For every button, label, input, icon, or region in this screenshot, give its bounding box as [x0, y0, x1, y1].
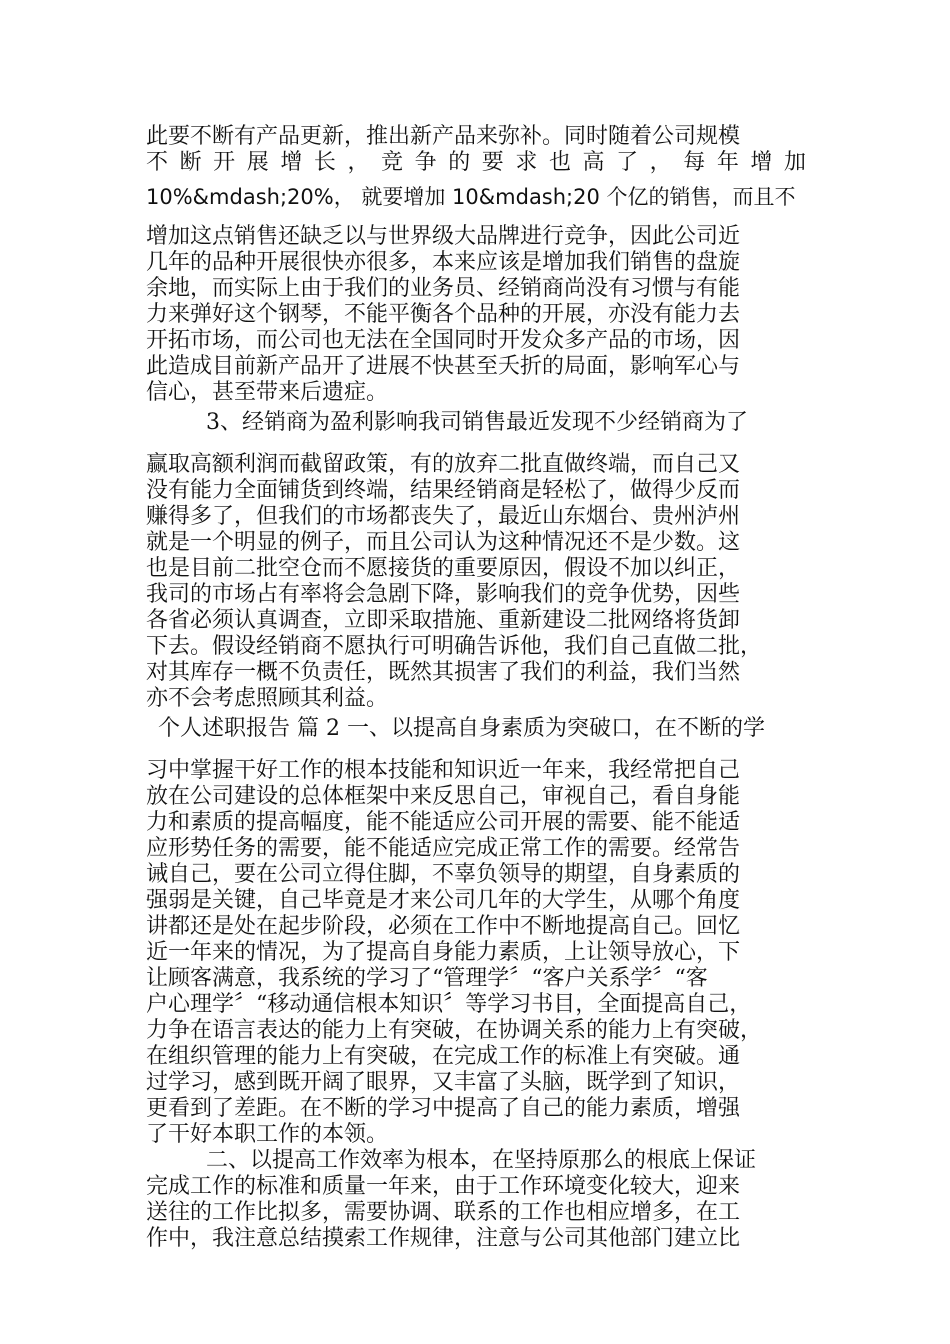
text-line: 力来弹好这个钢琴，不能平衡各个品种的开展，亦没有能力去 [146, 302, 741, 327]
text-line: 下去。假设经销商不愿执行可明确告诉他，我们自己直做二批， [146, 634, 763, 659]
text-line: 让顾客满意，我系统的学习了“管理学〞“客户关系学〞“客 [146, 966, 708, 991]
text-line: 赚得多了，但我们的市场都丧失了，最近山东烟台、贵州泸州 [146, 504, 741, 529]
text-line: 我司的市场占有率将会急剧下降，影响我们的竞争优势，因些 [146, 582, 741, 607]
text-line: 力和素质的提高幅度，能不能适应公司开展的需要、能不能适 [146, 810, 741, 835]
text-line: 在组织管理的能力上有突破，在完成工作的标准上有突破。通 [146, 1044, 741, 1069]
text-line: 力争在语言表达的能力上有突破，在协调关系的能力上有突破， [146, 1018, 763, 1043]
text-line: 各省必须认真调查，立即采取措施、重新建设二批网络将货卸 [146, 608, 741, 633]
text-line: 也是目前二批空仓而不愿接货的重要原因，假设不加以纠正， [146, 556, 741, 581]
text-line: 10%&mdash;20%， 就要增加 10&mdash;20 个亿的销售，而且不 [146, 185, 796, 209]
section-heading: 个人述职报告 篇 2 一、以提高自身素质为突破口，在不断的学 [158, 716, 765, 741]
text-line: 二、以提高工作效率为根本，在坚持原那么的根底上保证 [206, 1148, 757, 1173]
text-line: 完成工作的标准和质量一年来，由于工作环境变化较大，迎来 [146, 1174, 741, 1199]
text-line: 诫自己，要在公司立得住脚，不辜负领导的期望，自身素质的 [146, 862, 741, 887]
text-line: 对其库存一概不负责任，既然其损害了我们的利益，我们当然 [146, 660, 741, 685]
text-line: 应形势任务的需要，能不能适应完成正常工作的需要。经常告 [146, 836, 741, 861]
text-line: 增加这点销售还缺乏以与世界级大品牌进行竞争，因此公司近 [146, 224, 741, 249]
text-line: 此要不断有产品更新，推出新产品来弥补。同时随着公司规模 [146, 124, 741, 149]
text-line: 不 断 开 展 增 长 ， 竞 争 的 要 求 也 高 了 ， 每 年 增 加 [146, 150, 806, 175]
text-line: 就是一个明显的例子，而且公司认为这种情况还不是少数。这 [146, 530, 741, 555]
text-line: 作中，我注意总结摸索工作规律，注意与公司其他部门建立比 [146, 1226, 741, 1251]
text-line: 了干好本职工作的本领。 [146, 1122, 389, 1147]
text-line: 3、经销商为盈利影响我司销售最近发现不少经销商为了 [206, 410, 748, 435]
text-line: 开拓市场，而公司也无法在全国同时开发众多产品的市场，因 [146, 328, 741, 353]
text-line: 余地，而实际上由于我们的业务员、经销商尚没有习惯与有能 [146, 276, 741, 301]
text-line: 近一年来的情况，为了提高自身能力素质，上让领导放心，下 [146, 940, 741, 965]
text-line: 强弱是关键，自己毕竟是才来公司几年的大学生，从哪个角度 [146, 888, 741, 913]
text-line: 亦不会考虑照顾其利益。 [146, 686, 389, 711]
text-line: 送往的工作比拟多，需要协调、联系的工作也相应增多，在工 [146, 1200, 741, 1225]
text-line: 赢取高额利润而截留政策，有的放弃二批直做终端，而自己又 [146, 452, 741, 477]
text-line: 更看到了差距。在不断的学习中提高了自己的能力素质，增强 [146, 1096, 741, 1121]
text-line: 习中掌握干好工作的根本技能和知识近一年来，我经常把自己 [146, 758, 741, 783]
text-line: 此造成目前新产品开了进展不快甚至夭折的局面，影响军心与 [146, 354, 741, 379]
text-line: 过学习，感到既开阔了眼界，又丰富了头脑，既学到了知识， [146, 1070, 741, 1095]
text-line: 户心理学〞“移动通信根本知识〞等学习书目，全面提高自己， [146, 992, 752, 1017]
text-line: 几年的品种开展很快亦很多，本来应该是增加我们销售的盘旋 [146, 250, 741, 275]
text-line: 没有能力全面铺货到终端，结果经销商是轻松了，做得少反而 [146, 478, 741, 503]
text-line: 放在公司建设的总体框架中来反思自己，审视自己，看自身能 [146, 784, 741, 809]
text-line: 信心，甚至带来后遗症。 [146, 380, 389, 405]
text-line: 讲都还是处在起步阶段，必须在工作中不断地提高自己。回忆 [146, 914, 741, 939]
